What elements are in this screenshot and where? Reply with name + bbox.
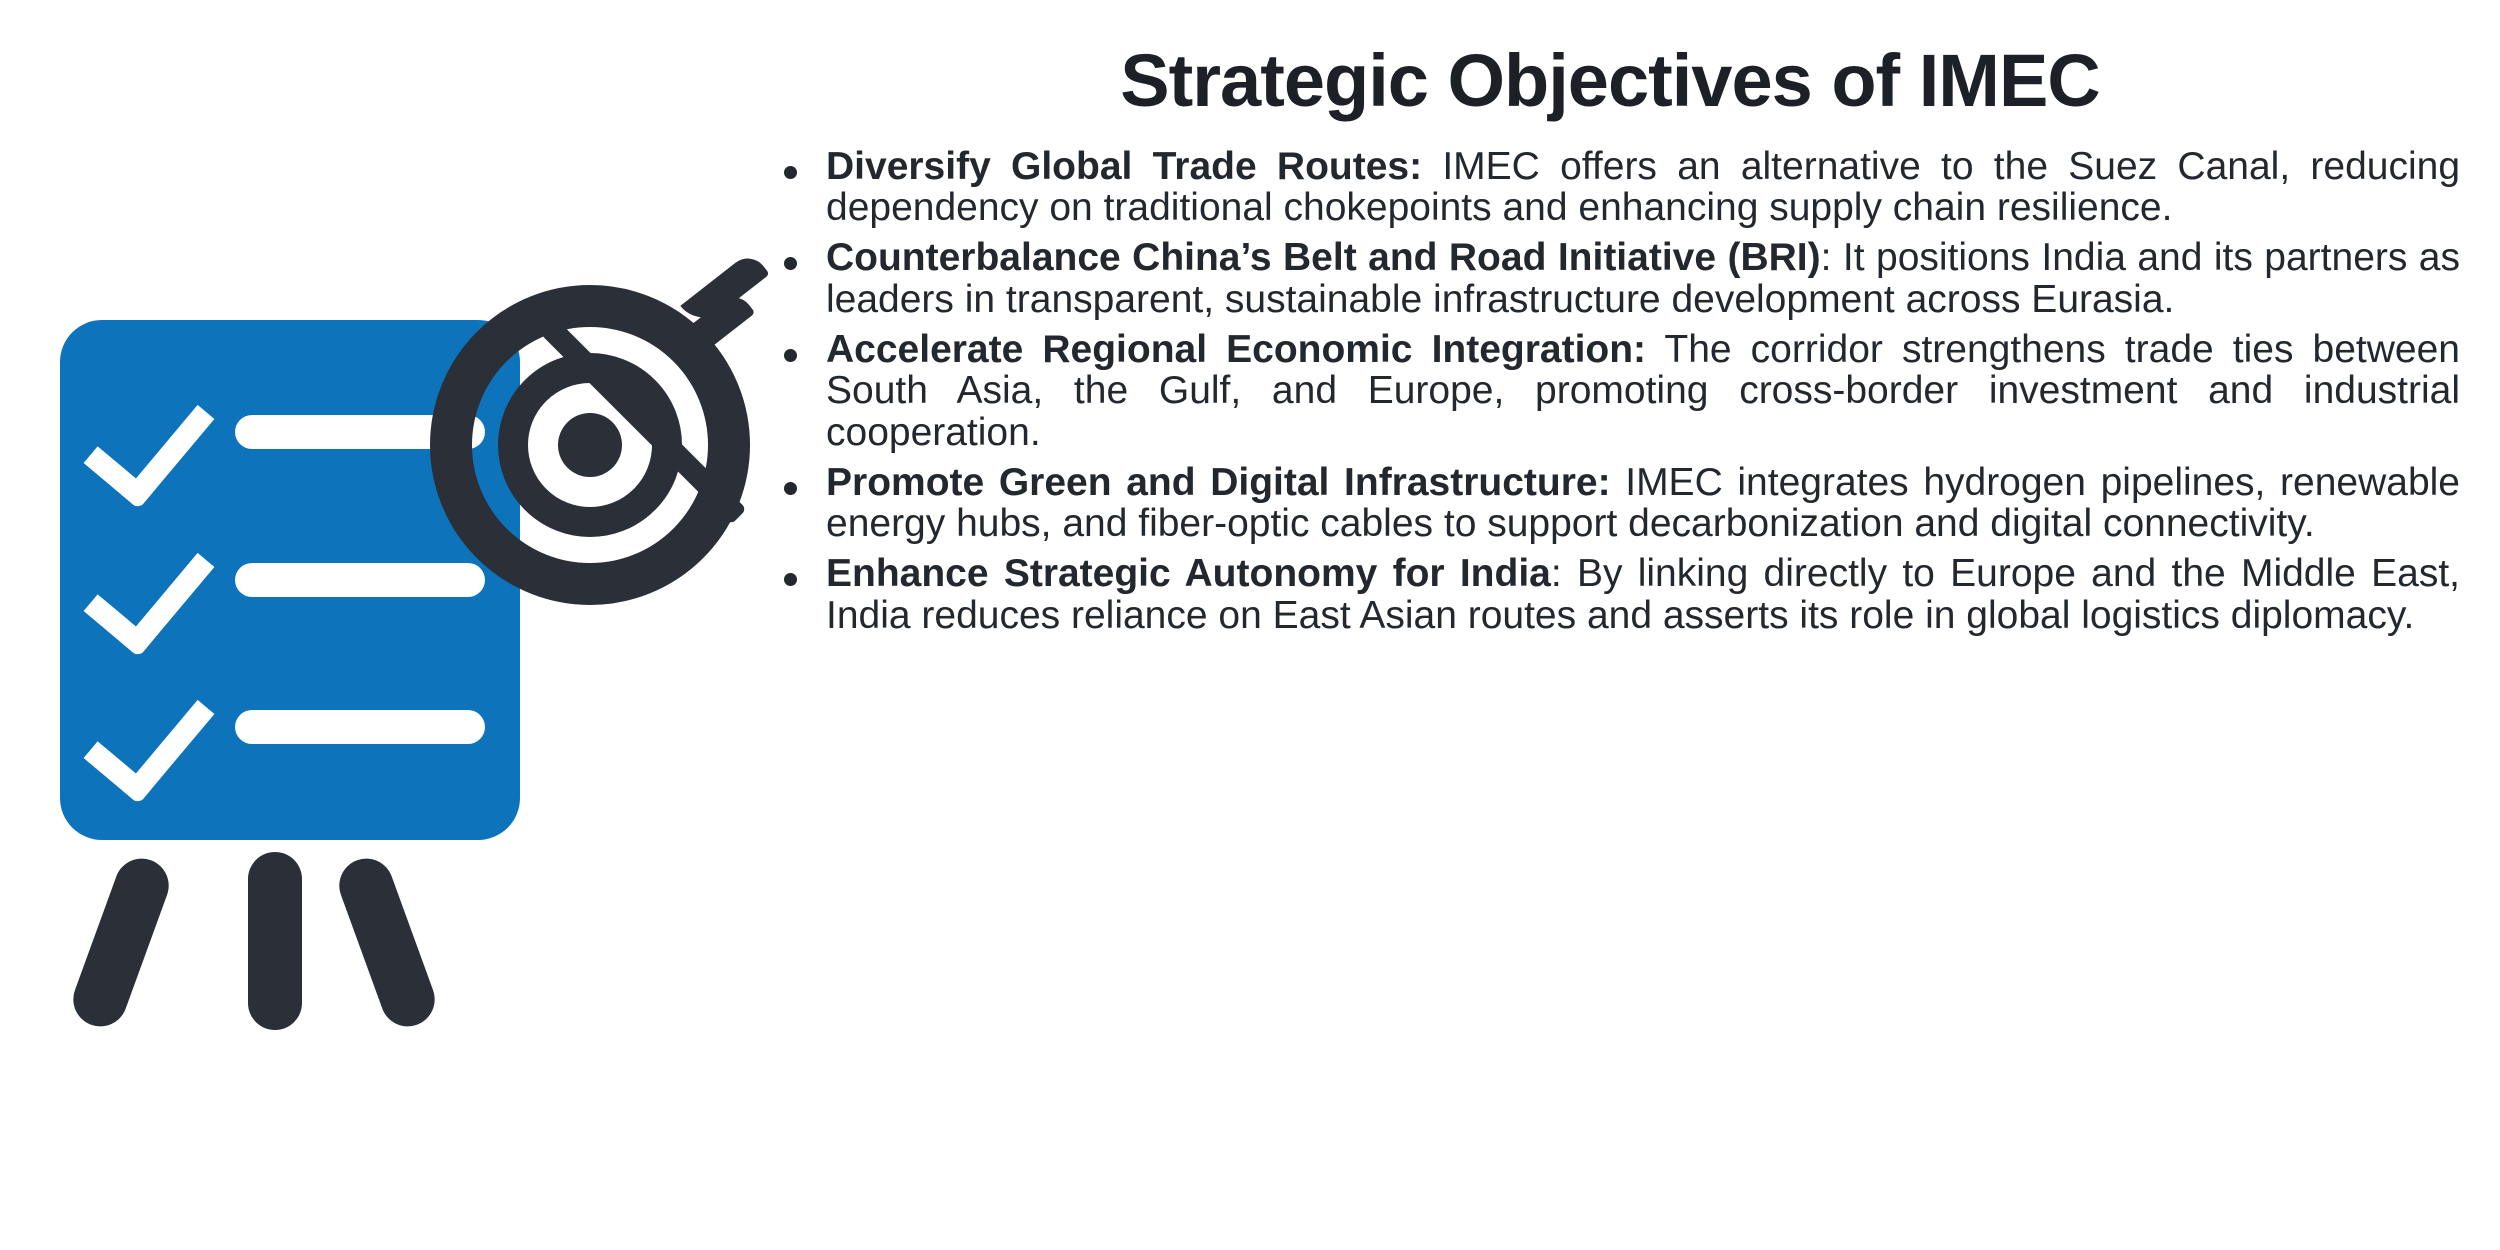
list-item-text: : It positions India and its partners as leaders in transparent, sustainable infrastructure development across Eurasia. bbox=[826, 236, 2461, 321]
illustration-panel bbox=[0, 0, 760, 1250]
list-item-text: IMEC integrates hydrogen pipelines, renewable energy hubs, and fiber-optic cables to support decarbonization and digital connectivity. bbox=[826, 460, 2460, 546]
list-item bbox=[760, 553, 2460, 636]
checklist-line-icon bbox=[235, 710, 485, 744]
objectives-list bbox=[760, 146, 2460, 637]
list-item-text: : By linking directly to Europe and the Middle East, India reduces reliance on East Asian routes and asserts its role in global logistics diplomacy. bbox=[826, 552, 2460, 637]
checklist-target-icon bbox=[30, 230, 750, 1060]
stand-leg-icon bbox=[66, 851, 177, 1034]
target-center-icon bbox=[558, 413, 622, 477]
stand-leg-icon bbox=[332, 851, 443, 1034]
list-item-lead: Enhance Strategic Autonomy for India bbox=[826, 552, 1551, 596]
list-item-lead: Counterbalance China’s Belt and Road Initiative (BRI) bbox=[826, 236, 1821, 280]
list-item-text: IMEC offers an alternative to the Suez Canal, reducing dependency on traditional chokepoints and enhancing supply chain resilience. bbox=[826, 144, 2461, 230]
list-item-lead: Diversify Global Trade Routes: bbox=[826, 144, 1423, 188]
list-item bbox=[760, 237, 2460, 320]
list-item bbox=[760, 329, 2460, 454]
list-item-lead: Accelerate Regional Economic Integration: bbox=[826, 327, 1647, 371]
list-item bbox=[760, 146, 2460, 229]
page-title: Strategic Objectives of IMEC bbox=[1120, 39, 2100, 122]
stand-leg-icon bbox=[248, 852, 302, 1030]
list-item bbox=[760, 462, 2460, 545]
target-bullseye-icon bbox=[430, 285, 750, 605]
content-panel bbox=[760, 0, 2500, 645]
list-item-lead: Promote Green and Digital Infrastructure: bbox=[826, 460, 1611, 504]
list-item-text: The corridor strengthens trade ties between South Asia, the Gulf, and Europe, promoting cross-border investment and industrial cooperation. bbox=[826, 327, 2460, 454]
